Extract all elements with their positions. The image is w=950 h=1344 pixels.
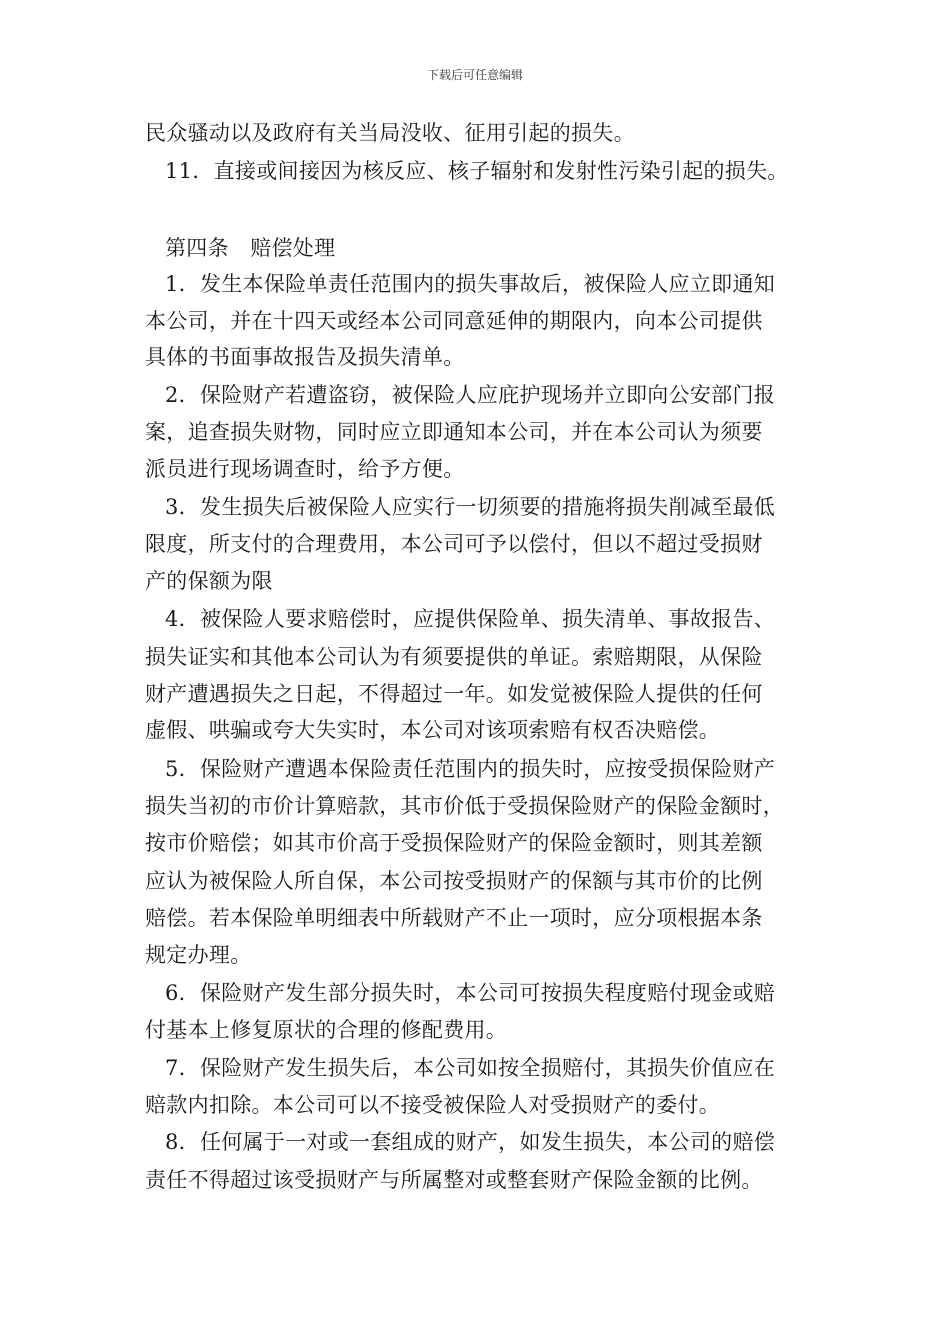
text-line: 赔款内扣除。本公司可以不接受被保险人对受损财产的委付。 [145, 1093, 721, 1117]
text-line: 6．保险财产发生部分损失时，本公司可按损失程度赔付现金或赔 [165, 981, 776, 1005]
text-line: 8．任何属于一对或一套组成的财产，如发生损失，本公司的赔偿 [165, 1130, 776, 1154]
text-line: 损失当初的市价计算赔款，其市价低于受损保险财产的保险金额时， [145, 794, 784, 818]
text-line: 具体的书面事故报告及损失清单。 [145, 345, 465, 369]
page-header: 下载后可任意编辑 [426, 68, 523, 82]
text-line: 派员进行现场调查时，给予方便。 [145, 457, 465, 481]
text-line: 财产遭遇损失之日起，不得超过一年。如发觉被保险人提供的任何 [145, 682, 763, 706]
text-line: 11．直接或间接因为核反应、核子辐射和发射性污染引起的损失。 [165, 159, 789, 183]
text-line: 本公司，并在十四天或经本公司同意延伸的期限内，向本公司提供 [145, 309, 763, 333]
text-line: 损失证实和其他本公司认为有须要提供的单证。索赔期限，从保险 [145, 645, 763, 669]
text-line: 按市价赔偿；如其市价高于受损保险财产的保险金额时，则其差额 [145, 831, 763, 855]
text-line: 5．保险财产遭遇本保险责任范围内的损失时，应按受损保险财产 [165, 757, 776, 781]
text-line: 应认为被保险人所自保，本公司按受损财产的保额与其市价的比例 [145, 869, 763, 893]
text-line: 限度，所支付的合理费用，本公司可予以偿付，但以不超过受损财 [145, 532, 763, 556]
text-line: 1．发生本保险单责任范围内的损失事故后，被保险人应立即通知 [165, 272, 776, 296]
text-line: 2．保险财产若遭盗窃，被保险人应庇护现场并立即向公安部门报 [165, 383, 776, 407]
section-heading: 第四条 赔偿处理 [165, 236, 336, 260]
text-line: 赔偿。若本保险单明细表中所载财产不止一项时，应分项根据本条 [145, 906, 763, 930]
text-line: 责任不得超过该受损财产与所属整对或整套财产保险金额的比例。 [145, 1168, 763, 1192]
text-line: 虚假、哄骗或夸大失实时，本公司对该项索赔有权否决赔偿。 [145, 718, 721, 742]
text-line: 4．被保险人要求赔偿时，应提供保险单、损失清单、事故报告、 [165, 607, 776, 631]
text-line: 产的保额为限 [145, 569, 273, 593]
text-line: 案，追查损失财物，同时应立即通知本公司，并在本公司认为须要 [145, 420, 763, 444]
text-line: 7．保险财产发生损失后，本公司如按全损赔付，其损失价值应在 [165, 1056, 776, 1080]
text-line: 3．发生损失后被保险人应实行一切须要的措施将损失削减至最低 [165, 495, 776, 519]
text-line: 民众骚动以及政府有关当局没收、征用引起的损失。 [145, 121, 635, 145]
text-line: 付基本上修复原状的合理的修配费用。 [145, 1018, 508, 1042]
text-line: 规定办理。 [145, 943, 252, 967]
